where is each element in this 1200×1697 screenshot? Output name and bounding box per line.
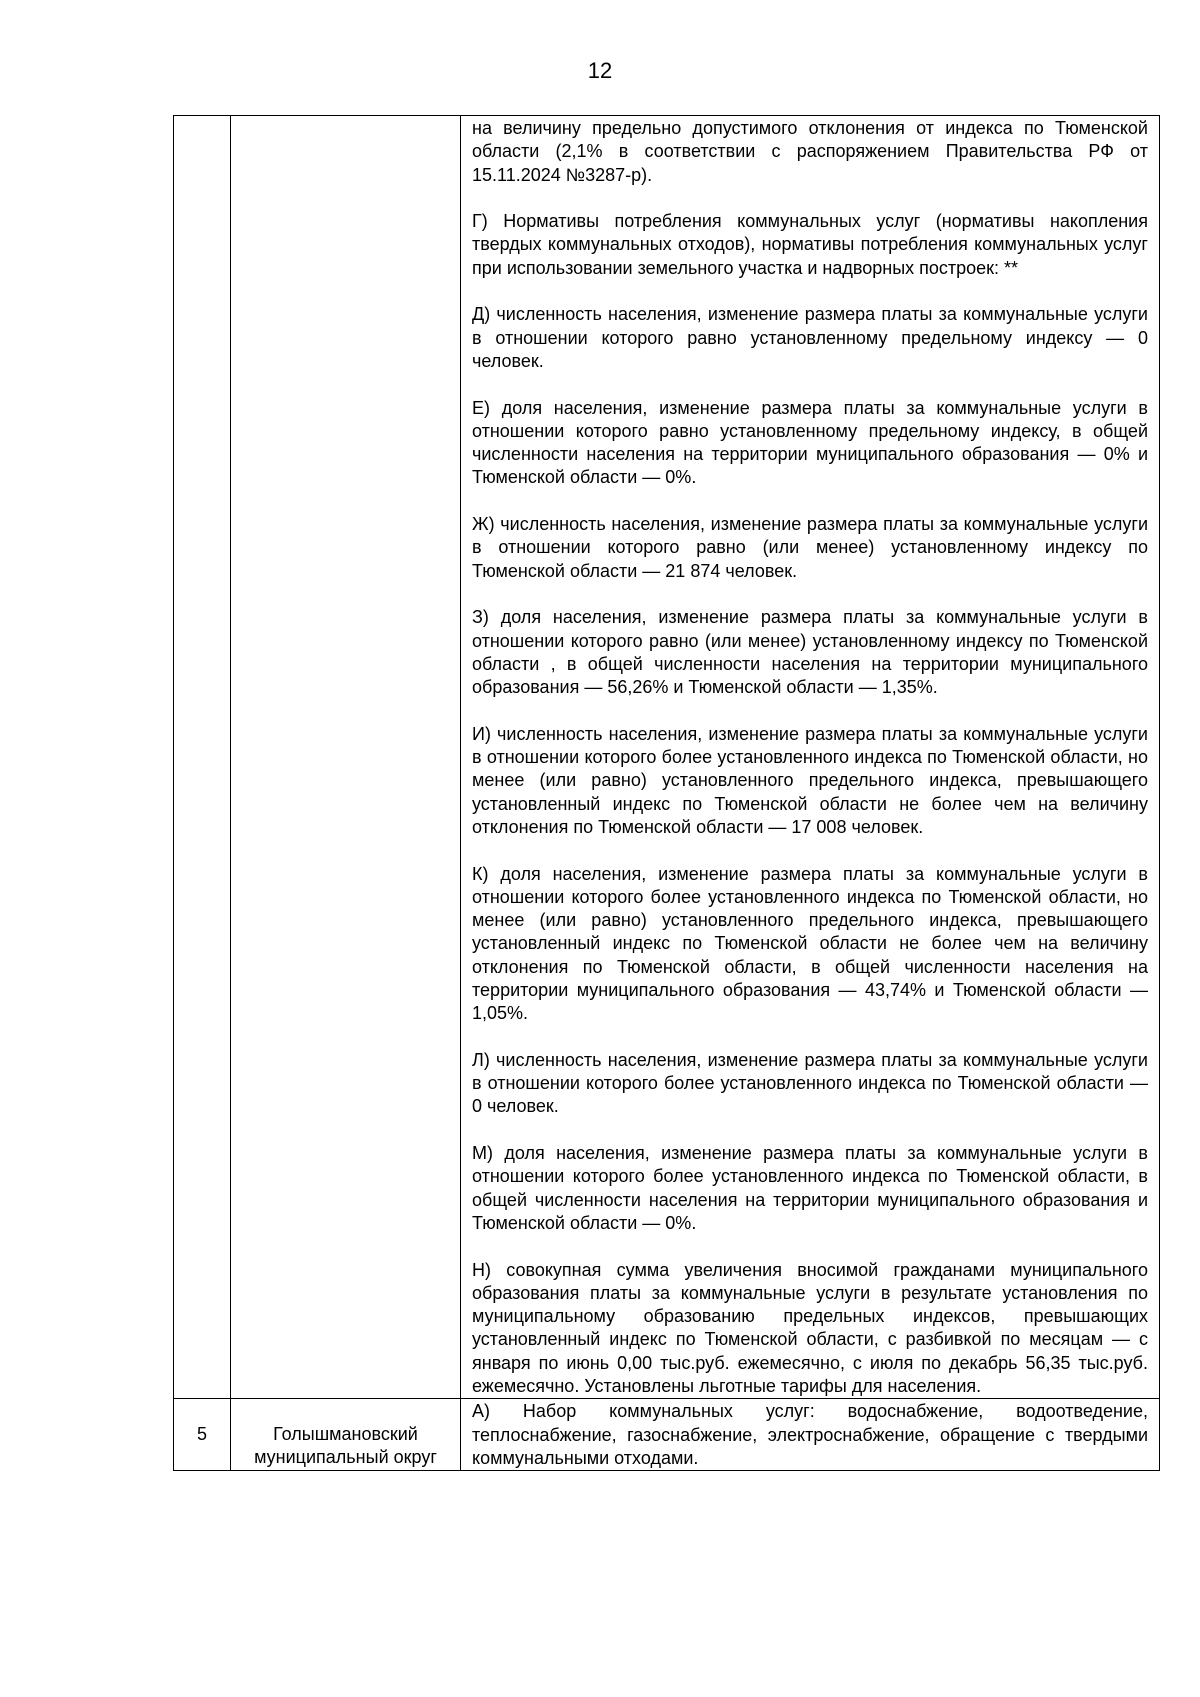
paragraph-e: Е) доля населения, изменение размера платы за коммунальные услуги в отношении которого равно установленному предельному индексу, в общей численности населения на территории муниципального образования — 0% и Тюменской области — 0%. <box>472 397 1148 488</box>
municipality-cell <box>231 1399 461 1471</box>
municipality-cell <box>231 116 461 1399</box>
table-row-5 <box>174 1399 1160 1471</box>
row-number-cell: 5 <box>174 1399 231 1471</box>
paragraph-n: Н) совокупная сумма увеличения вносимой гражданами муниципального образования платы за коммунальные услуги в результате установления по муниципальному образованию предельных индексов, превышающих установленный индекс по Тюменской области, с разбивкой по месяцам — с января по июнь 0,00 тыс.руб. ежемесячно, с июля по декабрь 56,35 тыс.руб. ежемесячно. Установлены льготные тарифы для населения. <box>472 1259 1148 1397</box>
description-cell <box>461 116 1160 1399</box>
page-number: 12 <box>587 58 613 83</box>
paragraph-l: Л) численность населения, изменение размера платы за коммунальные услуги в отношении которого более установленного индекса по Тюменской области — 0 человек. <box>472 1049 1148 1117</box>
municipality-name-line2: муниципальный округ <box>254 1446 437 1467</box>
paragraph-k: К) доля населения, изменение размера платы за коммунальные услуги в отношении которого более установленного индекса по Тюменской области, но менее (или равно) установленного предельного индекса, превышающего установленный индекс по Тюменской области не более чем на величину отклонения по Тюменской области, в общей численности населения на территории муниципального образования — 43,74% и Тюменской области — 1,05%. <box>472 863 1148 1024</box>
paragraph-zh: Ж) численность населения, изменение размера платы за коммунальные услуги в отношении которого равно (или менее) установленному индексу по Тюменской области — 21 874 человек. <box>472 514 1148 581</box>
paragraph-i: И) численность населения, изменение размера платы за коммунальные услуги в отношении которого более установленного индекса по Тюменской области, но менее (или равно) установленного предельного индекса, превышающего установленный индекс по Тюменской области не более чем на величину отклонения по Тюменской области — 17 008 человек. <box>472 723 1148 837</box>
paragraph-m: М) доля населения, изменение размера платы за коммунальные услуги в отношении которого более установленного индекса по Тюменской области, в общей численности населения на территории муниципального образования и Тюменской области — 0%. <box>472 1143 1148 1233</box>
municipality-name-line1: Голышмановский <box>273 1423 418 1444</box>
municipality-table <box>173 115 1160 1471</box>
description-cell <box>461 1399 1160 1471</box>
table-row-continued <box>174 116 1160 1399</box>
paragraph-g: Г) Нормативы потребления коммунальных услуг (нормативы накопления твердых коммунальных отходов), нормативы потребления коммунальных услуг при использовании земельного участка и надворных построек: ** <box>472 211 1148 278</box>
paragraph-d: Д) численность населения, изменение размера платы за коммунальные услуги в отношении которого равно установленному предельному индексу — 0 человек. <box>472 304 1148 371</box>
paragraph-z: З) доля населения, изменение размера платы за коммунальные услуги в отношении которого равно (или менее) установленному индексу по Тюменской области , в общей численности населения на территории муниципального образования — 56,26% и Тюменской области — 1,35%. <box>472 607 1148 698</box>
row-number-cell <box>174 116 231 1399</box>
paragraph-a: А) Набор коммунальных услуг: водоснабжение, водоотведение, теплоснабжение, газоснабжение, электроснабжение, обращение с твердыми коммунальными отходами. <box>472 1401 1148 1468</box>
paragraph-continuation: на величину предельно допустимого отклонения от индекса по Тюменской области (2,1% в соответствии с распоряжением Правительства РФ от 15.11.2024 №3287-р). <box>472 118 1148 185</box>
